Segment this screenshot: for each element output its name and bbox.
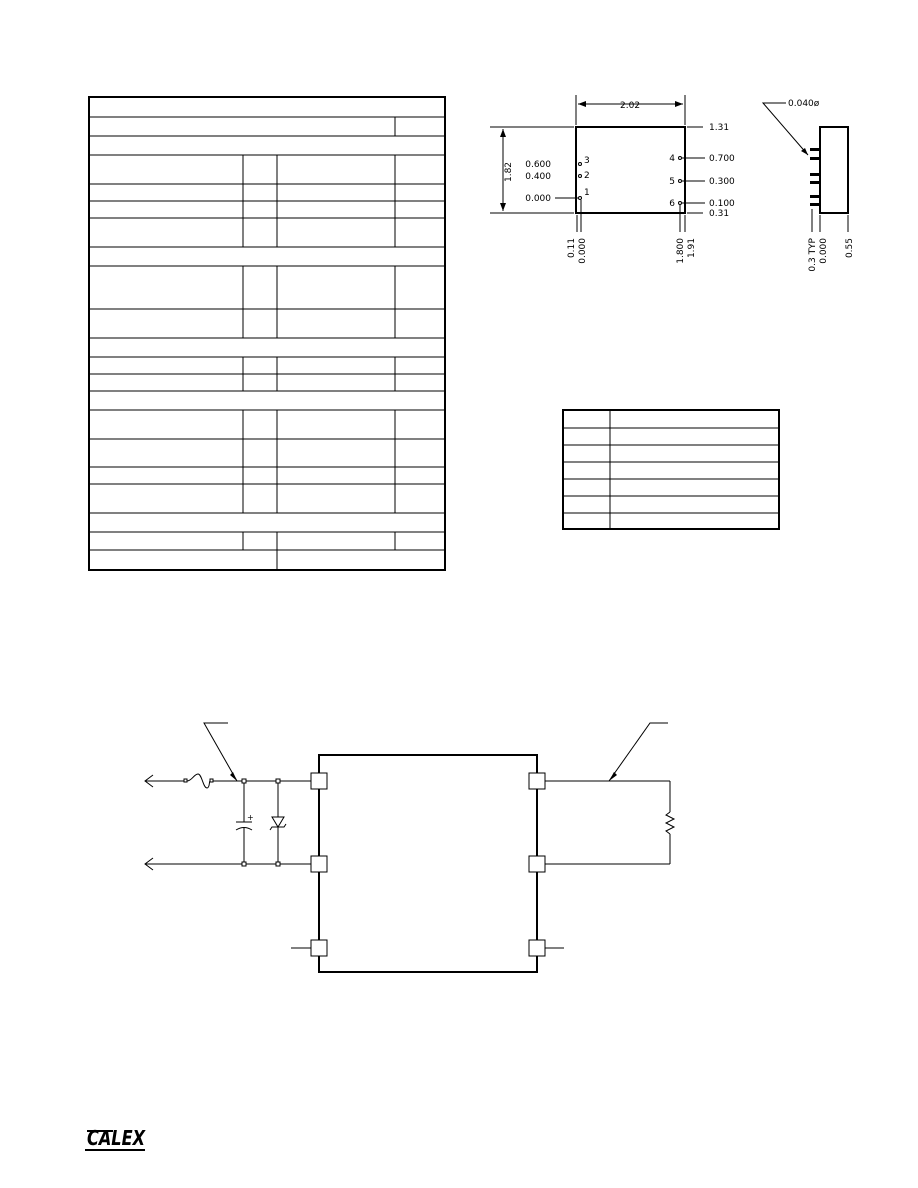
fuse-terminal-left [184, 779, 187, 782]
pin-1-coord: 0.000 [525, 194, 551, 204]
pin-5-coord: 0.300 [709, 177, 735, 187]
calex-logo-text: CALEX [87, 1126, 147, 1150]
pin-6-number: 6 [669, 199, 675, 209]
bottom-right-dimension: 0.31 [709, 209, 730, 219]
load-resistor-icon [666, 812, 674, 834]
side-dim-zero: 0.000 [819, 238, 829, 264]
fuse-icon [187, 774, 210, 788]
pin-box-1 [311, 773, 327, 789]
bottom-dim-1-91: 1.91 [687, 238, 697, 259]
pin-3-coord: 0.600 [525, 160, 551, 170]
calex-logo [85, 1125, 155, 1157]
pin-box-4 [529, 773, 545, 789]
converter-block [319, 755, 537, 972]
height-dimension: 1.82 [504, 161, 514, 183]
pin-4-coord: 0.700 [709, 154, 735, 164]
pin-1-number: 1 [584, 188, 590, 198]
fuse-terminal-right [210, 779, 213, 782]
pin-box-6 [529, 940, 545, 956]
bottom-dim-1-800: 1.800 [676, 238, 686, 264]
side-dim-0-55: 0.55 [845, 238, 855, 259]
pin-box-5 [529, 856, 545, 872]
pin-5-number: 5 [669, 177, 675, 187]
capacitor-polarity-mark: + [247, 813, 254, 822]
pin-2-number: 2 [584, 171, 590, 181]
top-right-dimension: 1.31 [709, 123, 730, 133]
pin-box-2 [311, 856, 327, 872]
bottom-dim-0-11: 0.11 [567, 238, 577, 259]
pin-3-number: 3 [584, 156, 590, 166]
pin-diameter-label: 0.040ø [788, 99, 820, 109]
application-circuit [0, 650, 918, 1010]
pin-4-number: 4 [669, 154, 675, 164]
pin-2-coord: 0.400 [525, 172, 551, 182]
pin-6-coord: 0.100 [709, 199, 735, 209]
bottom-dim-0-000: 0.000 [578, 238, 588, 264]
pin-box-3 [311, 940, 327, 956]
side-dim-typ: 0.3 TYP [808, 238, 818, 272]
width-dimension: 2.02 [620, 101, 641, 111]
